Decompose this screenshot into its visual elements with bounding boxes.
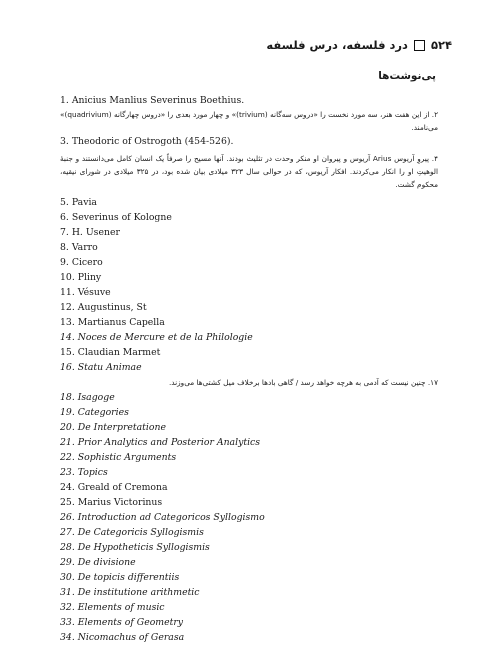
note-10: 10. Pliny: [60, 272, 102, 283]
notes-list: [60, 93, 438, 645]
note-7: 7. H. Usener: [60, 227, 120, 238]
note-12: 12. Augustinus, St: [60, 302, 147, 313]
note-5: 5. Pavia: [60, 197, 97, 208]
note-15: 15. Claudian Marmet: [60, 347, 161, 358]
note-9: 9. Cicero: [60, 257, 103, 268]
note-18: 18. Isagoge: [60, 392, 115, 403]
note-16: 16. Statu Animae: [60, 362, 142, 373]
header-box-icon: [414, 40, 425, 51]
note-20: 20. De Interpretatione: [60, 422, 166, 433]
note-31: 31. De institutione arithmetic: [60, 587, 200, 598]
note-4: ۴. پیروِ آریوس Arius آریوس و پیروان او منکر وحدت در تثلیث بودند. آنها مسیح را صرفاً یک انسان کامل می‌دانستند و جنبهٔ الوهیتِ او را انکار می‌کردند. افکار آریوس، که در حوالی سال ۳۲۳ میلادی بیان شده بود، در ۳۲۵ میلادی در شورای نیقیه، محکوم گشت.: [60, 154, 438, 189]
note-21: 21. Prior Analytics and Posterior Analytics: [60, 437, 261, 448]
running-header: [266, 38, 452, 52]
note-33: 33. Elements of Geometry: [60, 617, 184, 628]
running-title: درد فلسفه، درس فلسفه: [266, 38, 408, 52]
note-30: 30. De topicis differentiis: [60, 572, 180, 583]
note-19: 19. Categories: [60, 407, 129, 418]
note-26: 26. Introduction ad Categoricos Syllogismo: [60, 512, 265, 523]
note-1: 1. Anicius Manlius Severinus Boethius.: [60, 95, 245, 106]
note-25: 25. Marius Victorinus: [60, 497, 163, 508]
note-6: 6. Severinus of Kologne: [60, 212, 172, 223]
note-34: 34. Nicomachus of Gerasa: [60, 632, 185, 643]
note-23: 23. Topics: [60, 467, 108, 478]
note-22: 22. Sophistic Arguments: [60, 452, 177, 463]
notes-heading: پی‌نوشت‌ها: [378, 70, 436, 82]
note-11: 11. Vésuve: [60, 287, 111, 298]
note-32: 32. Elements of music: [60, 602, 165, 613]
note-3: 3. Theodoric of Ostrogoth (454-526).: [60, 136, 234, 147]
page-number: ۵۲۴: [430, 38, 452, 52]
note-28: 28. De Hypotheticis Syllogismis: [60, 542, 210, 553]
note-13: 13. Martianus Capella: [60, 317, 165, 328]
note-27: 27. De Categoricis Syllogismis: [60, 527, 204, 538]
note-2: ۲. از این هفت هنر، سه مورد نخست را «دروس سه‌گانه (trivium)» و چهار مورد بعدی را «دروس چهارگانه (quadrivium)» می‌نامند.: [60, 110, 438, 132]
note-17: ۱۷. چنین نیست که آدمی به هرچه خواهد رسد / گاهی بادها برخلاف میل کشتی‌ها می‌وزند.: [168, 378, 438, 387]
note-14: 14. Noces de Mercure et de la Philologie: [60, 332, 253, 343]
note-24: 24. Greald of Cremona: [60, 482, 168, 493]
note-8: 8. Varro: [60, 242, 98, 253]
note-29: 29. De divisione: [60, 557, 136, 568]
